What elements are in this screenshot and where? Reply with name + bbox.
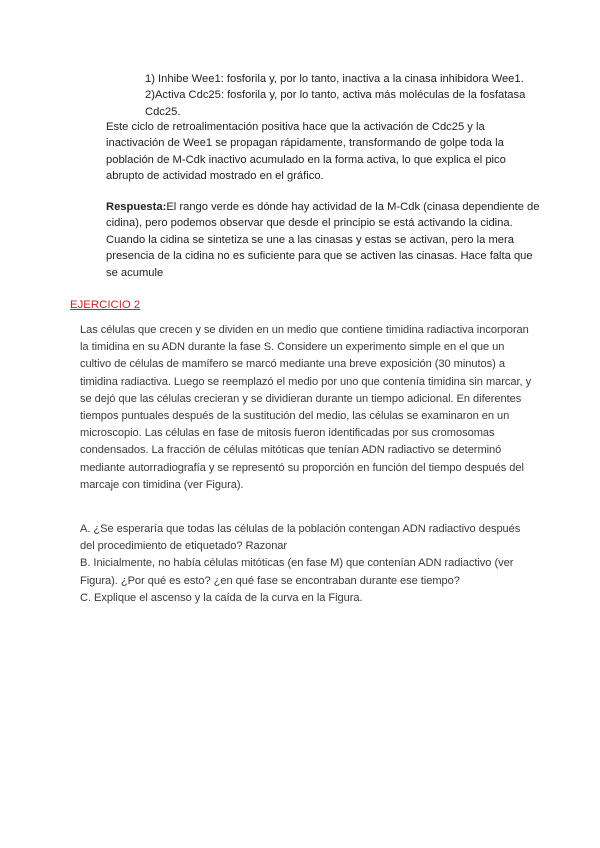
mechanism-list [145, 71, 540, 120]
question-c: C. Explique el ascenso y la caída de la curva en la Figura. [80, 591, 363, 604]
question-a: A. ¿Se esperaría que todas las células de la población contengan ADN radiactivo después del procedimiento de etiquetado? Razonar [80, 523, 521, 553]
answer-label: Respuesta: [106, 201, 167, 213]
exercise-2-title: EJERCICIO 2 [70, 299, 141, 311]
question-b: B. Inicialmente, no había células mitóticas (en fase M) que contenían ADN radiactivo (ver Figura). ¿Por qué es esto? ¿en qué fase se encontraban durante ese tiempo? [80, 557, 514, 587]
answer-text: El rango verde es dónde hay actividad de la M-Cdk (cinasa dependiente de cidina), pero podemos observar que desde el principio se está activando la cidina. Cuando la cidina se sintetiza se une a las cinasas y estas se activan, pero la mera presencia de la cidina no es suficiente para que se activen las cinasas. Hace falta que se acumule [106, 201, 540, 279]
exercise-2-questions [80, 521, 532, 607]
feedback-paragraph-text: Este ciclo de retroalimentación positiva hace que la activación de Cdc25 y la inactivación de Wee1 se propagan rápidamente, transformando de golpe toda la población de M-Cdk inactivo acumulado en la forma activa, lo que explica el pico abrupto de actividad mostrado en el gráfico. [106, 121, 506, 183]
answer-paragraph [106, 199, 542, 281]
mechanism-list-text: 1) Inhibe Wee1: fosforila y, por lo tanto, inactiva a la cinasa inhibidora Wee1. 2)Activa Cdc25: fosforila y, por lo tanto, activa más moléculas de la fosfatasa Cdc25. [145, 73, 526, 118]
exercise-2-statement-text: Las células que crecen y se dividen en un medio que contiene timidina radiactiva incorporan la timidina en su ADN durante la fase S. Considere un experimento simple en el que un cultivo de células de mamífero se marcó mediante una breve exposición (30 minutos) a timidina radiactiva. Luego se reemplazó el medio por uno que contenía timidina sin marcar, y se dejó que las células crecieran y se dividieran durante un tiempo adicional. En diferentes tiempos puntuales después de la sustitución del medio, las células se examinaron en un microscopio. Las células en fase de mitosis fueron identificadas por sus cromosomas condensados. La fracción de células mitóticas que tenían ADN radiactivo se determinó mediante autorradiografía y se representó su proporción en función del tiempo después del marcaje con timidina (ver Figura). [80, 324, 532, 491]
exercise-2-statement [80, 322, 532, 494]
feedback-paragraph [106, 119, 538, 185]
